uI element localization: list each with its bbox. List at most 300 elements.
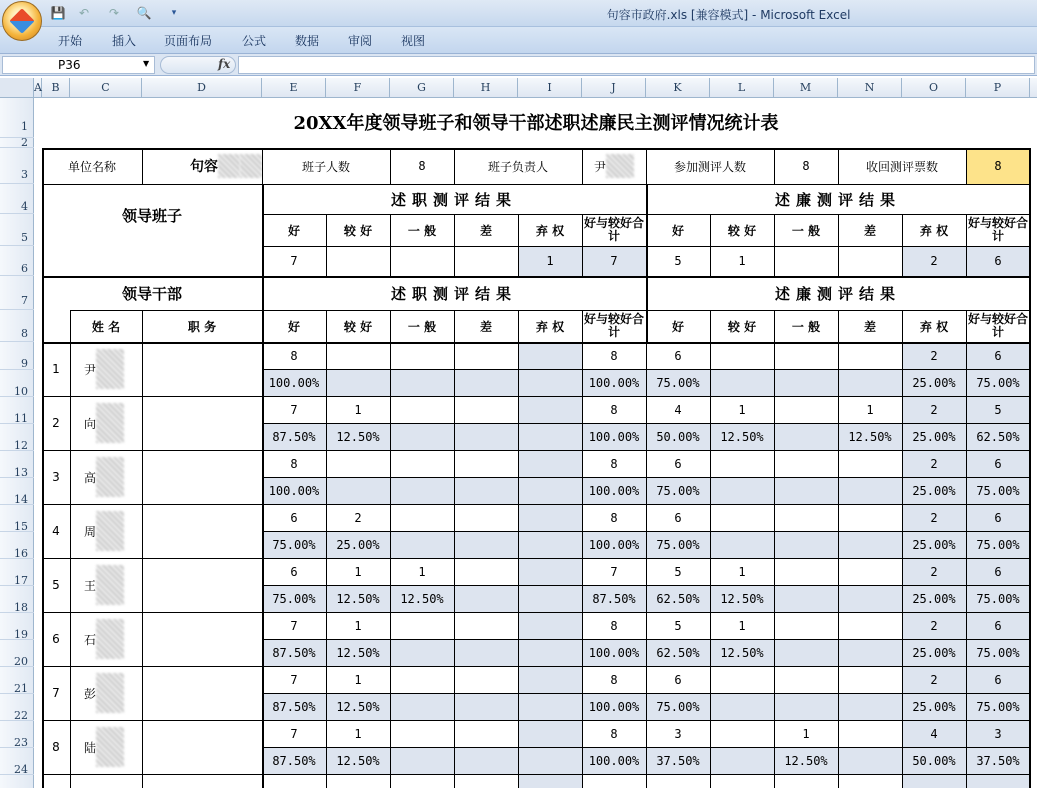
vote-percent[interactable] [454,423,518,450]
vote-count[interactable] [454,612,518,639]
vote-count[interactable]: 8 [610,348,618,363]
vote-count[interactable] [838,558,902,585]
vote-percent[interactable]: 25.00% [912,375,956,390]
rating-header[interactable]: 差 [479,223,492,238]
vote-count[interactable] [454,396,518,423]
vote-count[interactable]: 2 [930,456,938,471]
vote-count[interactable]: 6 [674,672,682,687]
vote-percent[interactable]: 62.50% [976,429,1020,444]
vote-percent[interactable] [390,423,454,450]
team-value[interactable]: 7 [610,254,618,268]
vote-percent[interactable] [454,369,518,396]
vote-count[interactable] [518,450,582,477]
vote-percent[interactable] [518,477,582,504]
participants-label[interactable]: 参加测评人数 [673,159,746,174]
vote-percent[interactable] [454,531,518,558]
vote-percent[interactable]: 75.00% [656,375,700,390]
rating-header[interactable]: 较 好 [727,319,757,334]
vote-count[interactable] [838,720,902,747]
vote-percent[interactable]: 50.00% [912,753,956,768]
vote-percent[interactable]: 100.00% [588,375,640,390]
vote-percent[interactable] [454,585,518,612]
formula-input[interactable] [238,56,1035,74]
vote-percent[interactable] [518,585,582,612]
duty-result-header[interactable]: 述职测评结果 [390,284,517,303]
vote-count[interactable]: 1 [354,402,362,417]
row-header[interactable]: 19 [0,613,34,640]
vote-percent[interactable] [838,477,902,504]
row-header[interactable]: 9 [0,342,34,370]
column-header[interactable]: F [326,78,390,98]
row-header[interactable]: 7 [0,276,34,310]
post-header[interactable]: 职 务 [187,319,217,334]
vote-count[interactable]: 6 [994,618,1002,633]
vote-percent[interactable] [838,585,902,612]
vote-count[interactable] [710,450,774,477]
vote-count[interactable] [326,342,390,369]
vote-count[interactable] [774,666,838,693]
vote-percent[interactable]: 87.50% [272,645,316,660]
rating-header[interactable]: 弃 权 [919,223,949,238]
team-value[interactable]: 7 [290,254,298,268]
vote-percent[interactable]: 25.00% [336,537,380,552]
vote-percent[interactable] [326,477,390,504]
row-header[interactable]: 4 [0,184,34,214]
cadre-number[interactable]: 2 [52,416,60,430]
integrity-result-header[interactable]: 述廉测评结果 [774,190,901,209]
team-value[interactable] [326,246,390,276]
cadre-number[interactable]: 4 [52,524,60,538]
team-value[interactable]: 1 [738,254,746,268]
cadre-name[interactable] [70,342,142,396]
column-header[interactable]: B [42,78,70,98]
vote-percent[interactable] [390,639,454,666]
team-value[interactable] [454,246,518,276]
vote-count[interactable]: 7 [290,618,298,633]
vote-percent[interactable]: 12.50% [720,429,764,444]
vote-count[interactable] [838,342,902,369]
row-header[interactable]: 22 [0,694,34,721]
vote-percent[interactable]: 75.00% [272,537,316,552]
vote-count[interactable] [518,504,582,531]
vote-count[interactable] [518,720,582,747]
vote-count[interactable]: 8 [610,402,618,417]
vote-percent[interactable] [518,369,582,396]
vote-percent[interactable] [518,423,582,450]
cadre-name[interactable] [70,666,142,720]
save-icon[interactable]: 💾 [50,6,66,20]
vote-count[interactable] [454,666,518,693]
column-header[interactable]: P [966,78,1030,98]
cadre-number[interactable]: 1 [52,362,60,376]
vote-count[interactable] [454,558,518,585]
vote-percent[interactable]: 12.50% [720,645,764,660]
rating-header[interactable]: 好 [287,223,300,238]
row-header[interactable]: 5 [0,214,34,246]
row-header[interactable]: 21 [0,667,34,694]
vote-percent[interactable] [518,531,582,558]
vote-percent[interactable] [774,639,838,666]
vote-percent[interactable] [710,747,774,774]
tab-view[interactable]: 视图 [401,34,426,48]
vote-percent[interactable] [454,693,518,720]
vote-count[interactable]: 8 [610,456,618,471]
insert-function-icon[interactable]: fx [218,57,231,71]
cadre-number[interactable]: 3 [52,470,60,484]
vote-count[interactable] [838,504,902,531]
rating-header[interactable]: 一 般 [791,223,821,238]
rating-header[interactable]: 较 好 [343,223,373,238]
column-header[interactable]: A [34,78,42,98]
vote-percent[interactable] [774,477,838,504]
members-label[interactable]: 班子人数 [301,159,350,174]
vote-percent[interactable]: 75.00% [976,591,1020,606]
ballots-value[interactable]: 8 [966,148,1030,184]
vote-percent[interactable] [710,477,774,504]
vote-percent[interactable]: 12.50% [336,645,380,660]
vote-count[interactable] [710,720,774,747]
vote-count[interactable] [326,450,390,477]
vote-count[interactable]: 4 [930,726,938,741]
vote-percent[interactable]: 25.00% [912,537,956,552]
shaded-cell[interactable] [518,774,582,788]
rating-header[interactable]: 差 [863,223,876,238]
vote-count[interactable] [710,504,774,531]
vote-count[interactable]: 1 [354,726,362,741]
rating-header[interactable]: 较 好 [343,319,373,334]
row-header[interactable]: 24 [0,748,34,775]
vote-percent[interactable]: 12.50% [336,753,380,768]
vote-count[interactable]: 6 [994,348,1002,363]
vote-count[interactable] [390,450,454,477]
vote-count[interactable]: 1 [418,564,426,579]
vote-percent[interactable]: 100.00% [588,753,640,768]
vote-count[interactable]: 6 [994,456,1002,471]
vote-percent[interactable]: 12.50% [336,429,380,444]
vote-count[interactable] [774,504,838,531]
vote-percent[interactable] [838,693,902,720]
vote-count[interactable]: 2 [930,564,938,579]
vote-percent[interactable] [838,747,902,774]
vote-count[interactable]: 1 [866,402,874,417]
vote-percent[interactable] [390,693,454,720]
vote-percent[interactable] [774,423,838,450]
vote-count[interactable]: 8 [610,726,618,741]
sheet-title[interactable]: 20XX年度领导班子和领导干部述职述廉民主测评情况统计表 [293,113,779,134]
vote-percent[interactable]: 37.50% [976,753,1020,768]
members-value[interactable]: 8 [418,159,426,173]
column-header[interactable]: D [142,78,262,98]
vote-count[interactable] [774,612,838,639]
cadre-name[interactable] [70,612,142,666]
vote-percent[interactable] [774,693,838,720]
vote-count[interactable]: 1 [354,618,362,633]
vote-count[interactable]: 6 [290,564,298,579]
office-button[interactable] [2,1,42,41]
vote-percent[interactable]: 100.00% [588,645,640,660]
tab-review[interactable]: 审阅 [348,34,373,48]
shaded-cell[interactable] [966,774,1030,788]
customize-toolbar-icon[interactable]: ▾ [171,8,177,18]
vote-percent[interactable]: 75.00% [656,699,700,714]
vote-percent[interactable]: 87.50% [272,429,316,444]
unit-label[interactable]: 单位名称 [67,159,116,174]
vote-percent[interactable] [774,369,838,396]
print-preview-icon[interactable]: 🔍 [136,6,152,20]
leader-value[interactable] [582,148,646,184]
select-all-corner[interactable] [0,78,34,98]
tab-data[interactable]: 数据 [295,34,320,48]
cadre-name[interactable] [70,504,142,558]
vote-percent[interactable] [710,531,774,558]
vote-count[interactable]: 8 [610,672,618,687]
vote-percent[interactable]: 75.00% [656,537,700,552]
tab-page-layout[interactable]: 页面布局 [164,34,213,48]
vote-percent[interactable] [390,369,454,396]
vote-count[interactable] [838,450,902,477]
vote-percent[interactable]: 75.00% [976,375,1020,390]
column-header[interactable]: C [70,78,142,98]
vote-count[interactable] [518,666,582,693]
vote-count[interactable] [838,666,902,693]
vote-percent[interactable] [454,639,518,666]
redo-icon[interactable]: ↷ [108,6,120,20]
column-header[interactable]: M [774,78,838,98]
vote-percent[interactable]: 12.50% [848,429,892,444]
vote-percent[interactable] [774,585,838,612]
vote-count[interactable]: 8 [610,618,618,633]
name-header[interactable]: 姓 名 [91,319,121,334]
vote-percent[interactable]: 75.00% [976,537,1020,552]
vote-percent[interactable]: 100.00% [268,375,320,390]
vote-count[interactable] [454,342,518,369]
vote-count[interactable]: 6 [290,510,298,525]
vote-percent[interactable]: 12.50% [784,753,828,768]
vote-count[interactable]: 7 [290,402,298,417]
vote-count[interactable]: 2 [930,618,938,633]
vote-count[interactable]: 4 [674,402,682,417]
vote-count[interactable] [390,612,454,639]
vote-percent[interactable]: 62.50% [656,645,700,660]
vote-percent[interactable]: 87.50% [272,753,316,768]
team-value[interactable]: 2 [930,254,938,268]
leader-label[interactable]: 班子负责人 [487,159,548,174]
vote-percent[interactable]: 100.00% [588,429,640,444]
vote-percent[interactable]: 25.00% [912,429,956,444]
vote-count[interactable]: 2 [354,510,362,525]
vote-percent[interactable]: 87.50% [592,591,636,606]
vote-count[interactable]: 6 [994,510,1002,525]
vote-percent[interactable]: 12.50% [720,591,764,606]
vote-count[interactable]: 1 [354,672,362,687]
vote-count[interactable]: 5 [674,564,682,579]
vote-count[interactable]: 2 [930,672,938,687]
rating-header[interactable]: 好与较好合 计 [967,312,1028,339]
rating-header[interactable]: 较 好 [727,223,757,238]
cadre-number[interactable]: 7 [52,686,60,700]
vote-count[interactable] [774,450,838,477]
vote-percent[interactable] [710,693,774,720]
rating-header[interactable]: 好 [671,223,684,238]
vote-count[interactable]: 6 [994,564,1002,579]
vote-count[interactable]: 3 [994,726,1002,741]
vote-count[interactable]: 7 [290,672,298,687]
rating-header[interactable]: 差 [479,319,492,334]
vote-percent[interactable]: 12.50% [336,699,380,714]
vote-count[interactable] [390,342,454,369]
team-value[interactable]: 1 [546,254,554,268]
vote-percent[interactable] [838,639,902,666]
vote-percent[interactable]: 12.50% [400,591,444,606]
vote-percent[interactable] [518,747,582,774]
rating-header[interactable]: 弃 权 [535,223,565,238]
vote-count[interactable]: 1 [738,564,746,579]
integrity-result-header[interactable]: 述廉测评结果 [774,284,901,303]
vote-count[interactable]: 6 [674,348,682,363]
rating-header[interactable]: 好与较好合 计 [583,312,644,339]
vote-percent[interactable]: 50.00% [656,429,700,444]
cadre-label[interactable]: 领导干部 [121,284,182,303]
vote-percent[interactable]: 75.00% [656,483,700,498]
row-header[interactable]: 12 [0,424,34,451]
vote-count[interactable] [518,342,582,369]
participants-value[interactable]: 8 [802,159,810,173]
worksheet[interactable] [34,98,1037,788]
row-header[interactable]: 18 [0,586,34,613]
vote-count[interactable]: 2 [930,348,938,363]
rating-header[interactable]: 一 般 [407,319,437,334]
rating-header[interactable]: 弃 权 [535,319,565,334]
column-header[interactable]: G [390,78,454,98]
vote-percent[interactable] [390,477,454,504]
ballots-label[interactable]: 收回测评票数 [865,159,938,174]
vote-count[interactable] [710,342,774,369]
rating-header[interactable]: 一 般 [407,223,437,238]
vote-percent[interactable]: 100.00% [268,483,320,498]
vote-percent[interactable]: 75.00% [976,645,1020,660]
vote-percent[interactable]: 25.00% [912,699,956,714]
column-header[interactable]: H [454,78,518,98]
tab-home[interactable]: 开始 [58,34,83,48]
team-label[interactable]: 领导班子 [121,206,182,225]
cadre-number[interactable]: 5 [52,578,60,592]
cadre-name[interactable] [70,558,142,612]
vote-percent[interactable] [838,369,902,396]
team-value[interactable] [390,246,454,276]
cadre-name[interactable] [70,396,142,450]
cadre-name[interactable] [70,450,142,504]
vote-percent[interactable] [518,693,582,720]
row-header[interactable]: 15 [0,505,34,532]
cadre-number[interactable]: 6 [52,632,60,646]
vote-percent[interactable] [326,369,390,396]
vote-percent[interactable]: 62.50% [656,591,700,606]
vote-count[interactable] [774,558,838,585]
vote-percent[interactable] [390,747,454,774]
vote-percent[interactable]: 37.50% [656,753,700,768]
vote-count[interactable]: 6 [994,672,1002,687]
vote-percent[interactable]: 25.00% [912,591,956,606]
row-header[interactable]: 10 [0,370,34,397]
vote-count[interactable]: 6 [674,456,682,471]
vote-count[interactable] [518,612,582,639]
vote-count[interactable] [454,504,518,531]
chevron-down-icon[interactable]: ▼ [143,59,150,68]
vote-percent[interactable] [454,477,518,504]
vote-count[interactable]: 8 [290,456,298,471]
vote-percent[interactable] [838,531,902,558]
row-header[interactable]: 13 [0,451,34,478]
cadre-name[interactable] [70,720,142,774]
vote-count[interactable]: 8 [610,510,618,525]
team-value[interactable]: 6 [994,254,1002,268]
row-header[interactable]: 14 [0,478,34,505]
vote-percent[interactable]: 100.00% [588,483,640,498]
vote-count[interactable]: 2 [930,510,938,525]
row-header[interactable]: 11 [0,397,34,424]
tab-formulas[interactable]: 公式 [242,34,267,48]
rating-header[interactable]: 好与较好合 计 [583,216,644,243]
undo-icon[interactable]: ↶ [78,6,90,20]
vote-percent[interactable]: 100.00% [588,537,640,552]
rating-header[interactable]: 好与较好合 计 [967,216,1028,243]
column-header[interactable]: E [262,78,326,98]
rating-header[interactable]: 好 [671,319,684,334]
row-header[interactable]: 17 [0,559,34,586]
vote-count[interactable]: 6 [674,510,682,525]
rating-header[interactable]: 差 [863,319,876,334]
vote-percent[interactable]: 100.00% [588,699,640,714]
vote-count[interactable] [774,342,838,369]
vote-count[interactable]: 1 [738,618,746,633]
vote-count[interactable]: 2 [930,402,938,417]
vote-count[interactable]: 7 [610,564,618,579]
vote-count[interactable]: 8 [290,348,298,363]
vote-count[interactable]: 7 [290,726,298,741]
vote-count[interactable] [390,666,454,693]
vote-count[interactable]: 1 [802,726,810,741]
row-header[interactable]: 2 [0,138,34,148]
row-header[interactable]: 23 [0,721,34,748]
vote-percent[interactable] [390,531,454,558]
row-header[interactable]: 20 [0,640,34,667]
row-header[interactable]: 3 [0,148,34,184]
vote-count[interactable] [710,666,774,693]
vote-count[interactable] [518,396,582,423]
vote-count[interactable]: 5 [994,402,1002,417]
tab-insert[interactable]: 插入 [112,34,137,48]
shaded-cell[interactable] [902,774,966,788]
vote-count[interactable] [390,720,454,747]
rating-header[interactable]: 弃 权 [919,319,949,334]
row-header[interactable]: 8 [0,310,34,342]
vote-percent[interactable]: 75.00% [976,699,1020,714]
row-header[interactable]: 16 [0,532,34,559]
vote-percent[interactable] [710,369,774,396]
vote-percent[interactable]: 75.00% [272,591,316,606]
vote-count[interactable] [838,612,902,639]
name-box[interactable]: P36 [2,56,155,74]
vote-percent[interactable] [518,639,582,666]
column-header[interactable]: L [710,78,774,98]
team-value[interactable] [774,246,838,276]
vote-count[interactable] [390,396,454,423]
team-value[interactable]: 5 [674,254,682,268]
column-header[interactable]: I [518,78,582,98]
duty-result-header[interactable]: 述职测评结果 [390,190,517,209]
row-header[interactable]: 1 [0,98,34,138]
vote-count[interactable] [454,450,518,477]
